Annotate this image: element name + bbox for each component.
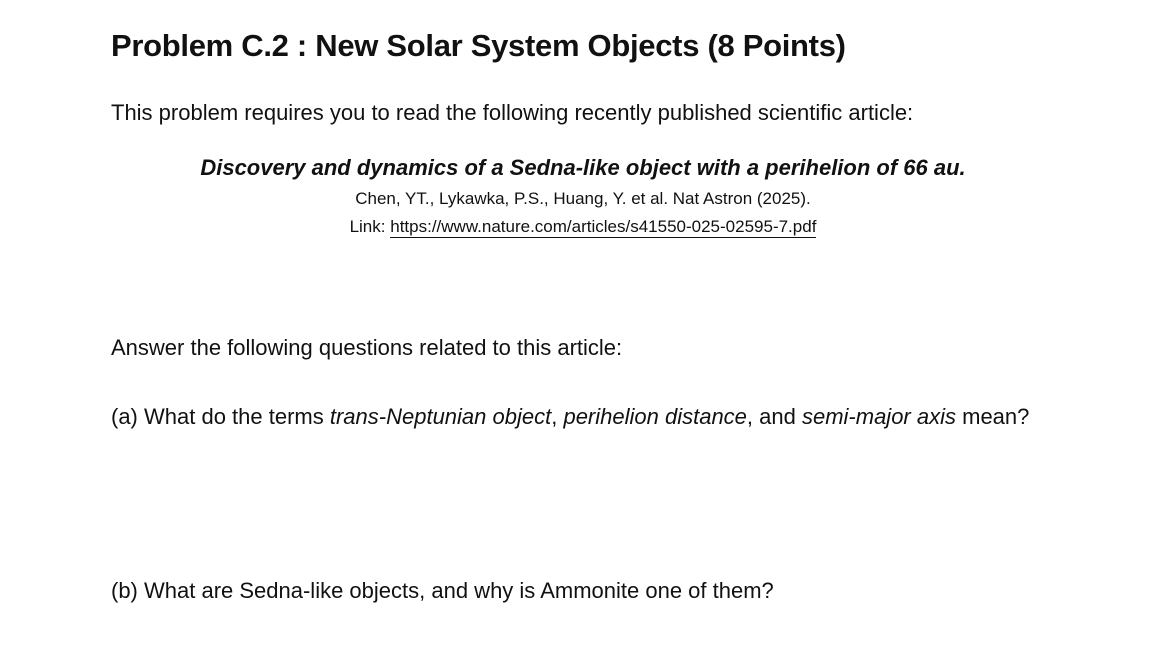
term-perihelion-distance: perihelion distance [563,404,747,429]
term-trans-neptunian-object: trans-Neptunian object [329,404,552,429]
question-a-prefix: (a) What do the terms [111,404,330,429]
problem-title: Problem C.2 : New Solar System Objects (8 Points) [111,28,846,63]
article-title: Discovery and dynamics of a Sedna-like object with a perihelion of 66 au. [200,155,966,180]
question-b: (b) What are Sedna-like objects, and why is Ammonite one of them? [111,578,774,603]
problem-intro: This problem requires you to read the following recently published scientific article: [111,100,914,125]
question-a-suffix: mean? [956,404,1030,429]
questions-intro: Answer the following questions related to this article: [111,335,623,360]
question-a [111,404,1029,430]
article-link[interactable]: https://www.nature.com/articles/s41550-025-02595-7.pdf [390,217,817,236]
question-a-separator-2: , and [746,404,802,429]
article-link-line [0,217,1152,237]
link-label: Link: [349,217,386,236]
article-authors: Chen, YT., Lykawka, P.S., Huang, Y. et al. Nat Astron (2025). [355,189,811,208]
term-semi-major-axis: semi-major axis [801,404,956,429]
question-a-separator-1: , [551,404,564,429]
